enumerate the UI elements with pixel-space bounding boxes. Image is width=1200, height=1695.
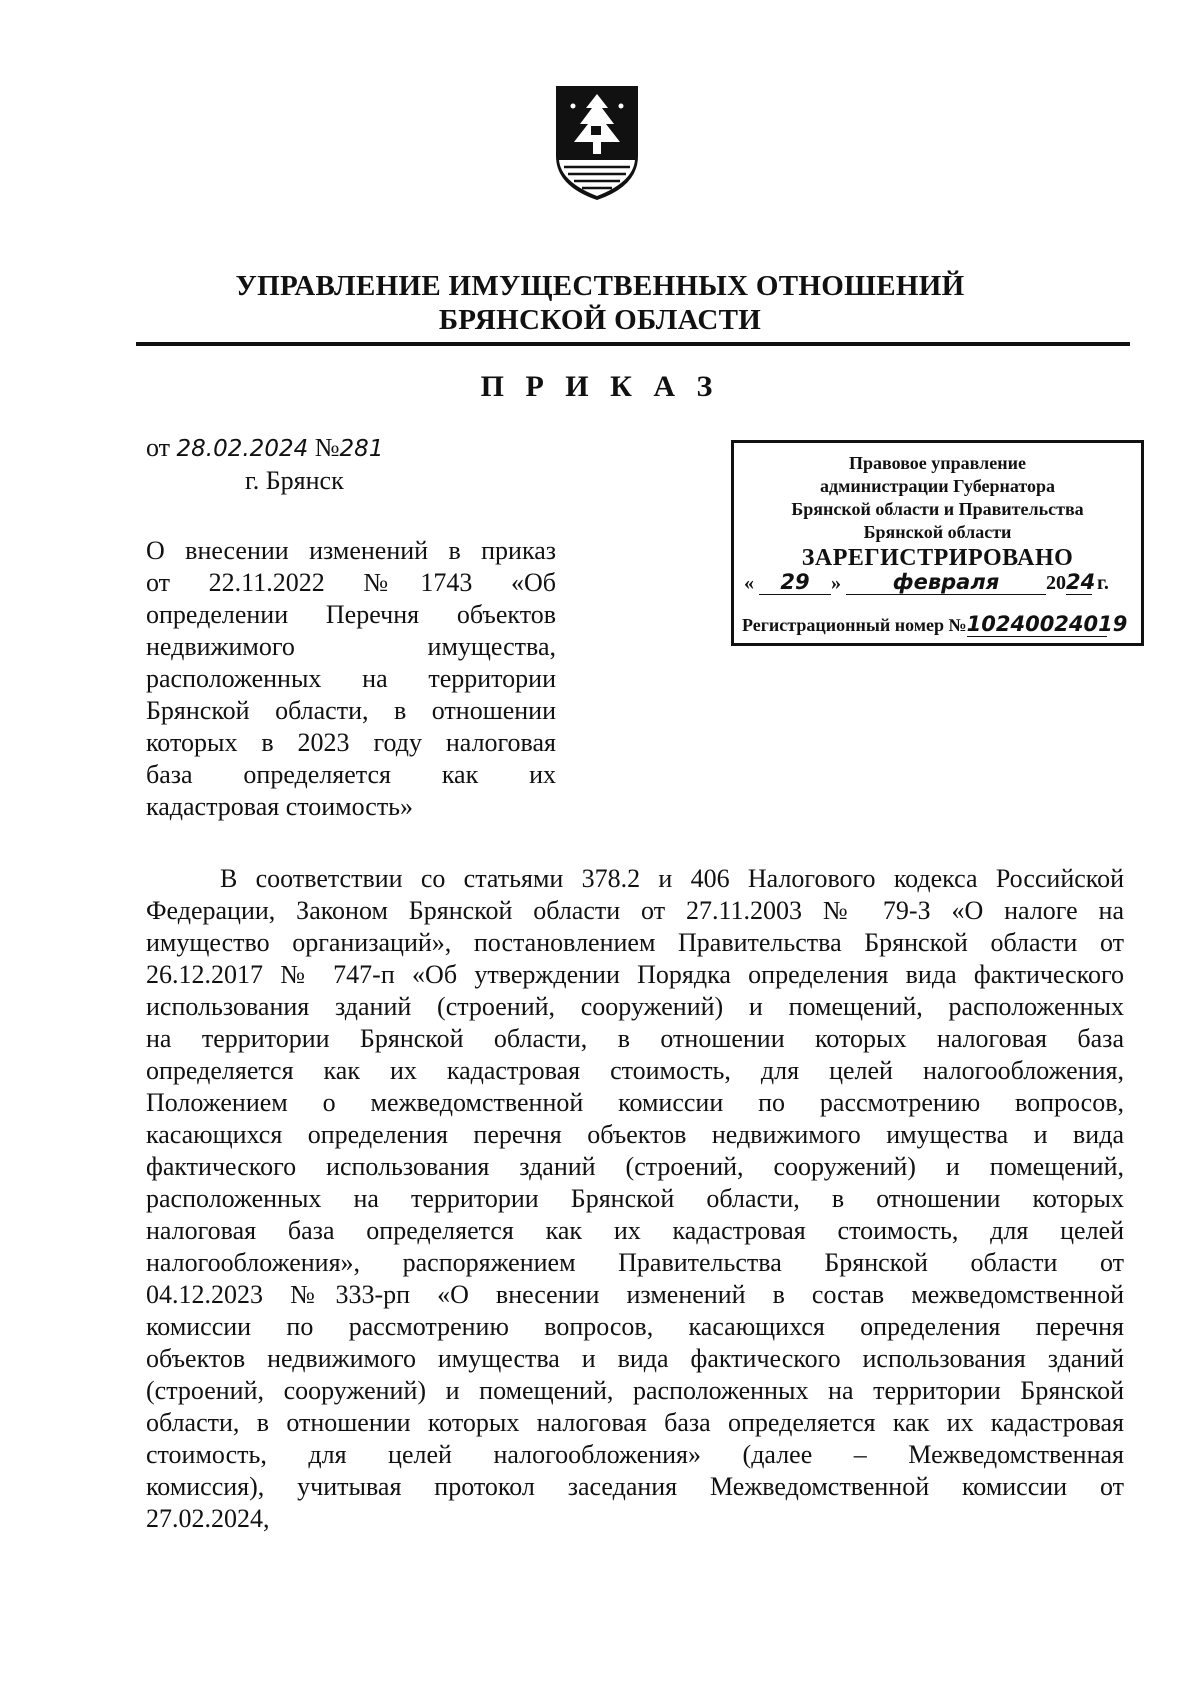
stamp-year-suffix: 24	[1066, 570, 1096, 594]
body-line: использования зданий (строений, сооружений) и помещений, расположенных	[146, 992, 1124, 1021]
body-line: Положением о межведомственной комиссии по рассмотрению вопросов,	[146, 1088, 1124, 1117]
stamp-day-field	[759, 571, 831, 595]
stamp-quote-close: »	[831, 572, 841, 594]
stamp-day: 29	[780, 570, 810, 594]
body-line: касающихся определения перечня объектов недвижимого имущества и вида	[146, 1120, 1124, 1149]
body-line: налогообложения», распоряжением Правительства Брянской области от	[146, 1248, 1124, 1277]
body-line: фактического использования зданий (строений, сооружений) и помещений,	[146, 1152, 1124, 1181]
stamp-date	[744, 571, 1133, 595]
date-prefix: от	[146, 433, 171, 462]
stamp-reg-number: 10240024019	[966, 612, 1128, 636]
body-line: (строений, сооружений) и помещений, расположенных на территории Брянской	[146, 1376, 1124, 1405]
header-title-line-1: УПРАВЛЕНИЕ ИМУЩЕСТВЕННЫХ ОТНОШЕНИЙ	[235, 270, 965, 302]
body-line: Федерации, Законом Брянской области от 27.11.2003 № 79-З «О налоге на	[146, 896, 1124, 925]
body-line: В соответствии со статьями 378.2 и 406 Налогового кодекса Российской	[220, 864, 1124, 893]
stamp-reg-number-field	[966, 612, 1128, 637]
order-subject	[146, 535, 556, 823]
subject-line: база определяется как их	[146, 760, 556, 789]
stamp-year-prefix: 20	[1046, 572, 1066, 594]
stamp-month-field	[846, 571, 1046, 595]
subject-line: кадастровая стоимость»	[146, 792, 414, 821]
stamp-registered: ЗАРЕГИСТРИРОВАНО	[801, 545, 1074, 571]
stamp-reg-label: Регистрационный номер №	[742, 615, 967, 635]
subject-line: от 22.11.2022 №1743 «Об	[146, 568, 556, 597]
body-line: 27.02.2024,	[146, 1504, 270, 1533]
body-line: расположенных на территории Брянской области, в отношении которых	[146, 1184, 1124, 1213]
stamp-line-3: Брянской области и Правительства	[791, 499, 1084, 519]
body-line: 26.12.2017 № 747-п «Об утверждении Порядка определения вида фактического	[146, 960, 1124, 989]
subject-line: недвижимого имущества,	[146, 632, 556, 661]
subject-line: О внесении изменений в приказ	[146, 536, 556, 565]
stamp-quote-open: «	[744, 572, 754, 594]
subject-line: определении Перечня объектов	[146, 600, 556, 629]
order-date-number	[146, 433, 383, 463]
stamp-month: февраля	[892, 570, 1000, 594]
body-line: налоговая база определяется как их кадастровая стоимость, для целей	[146, 1216, 1124, 1245]
stamp-year-field	[1066, 570, 1096, 595]
body-line: на территории Брянской области, в отношении которых налоговая база	[146, 1024, 1124, 1053]
stamp-line-1: Правовое управление	[849, 453, 1026, 473]
body-line: комиссия), учитывая протокол заседания Межведомственной комиссии от	[146, 1472, 1124, 1501]
subject-line: Брянской области, в отношении	[146, 696, 556, 725]
coat-of-arms-emblem	[546, 82, 648, 204]
stamp-line-4: Брянской области	[863, 522, 1012, 542]
subject-line: которых в 2023 году налоговая	[146, 728, 556, 757]
number-prefix: №	[314, 433, 340, 462]
header-divider	[136, 342, 1130, 346]
order-body-paragraph	[146, 863, 1124, 1535]
body-line: стоимость, для целей налогообложения» (далее – Межведомственная	[146, 1440, 1124, 1469]
stamp-year-unit: г.	[1097, 572, 1109, 594]
order-date: 28.02.2024	[176, 436, 309, 462]
body-line: комиссии по рассмотрению вопросов, касающихся определения перечня	[146, 1312, 1124, 1341]
order-city: г. Брянск	[245, 466, 344, 495]
registration-stamp	[731, 440, 1144, 646]
body-line: определяется как их кадастровая стоимость, для целей налогообложения,	[146, 1056, 1124, 1085]
stamp-registration-number	[742, 613, 1137, 637]
body-line: 04.12.2023 №333-рп «О внесении изменений в состав межведомственной	[146, 1280, 1124, 1309]
stamp-line-2: администрации Губернатора	[820, 476, 1055, 496]
subject-line: расположенных на территории	[146, 664, 556, 693]
body-line: объектов недвижимого имущества и вида фактического использования зданий	[146, 1344, 1124, 1373]
order-number: 281	[339, 436, 384, 462]
header-title-line-2: БРЯНСКОЙ ОБЛАСТИ	[438, 304, 762, 336]
document-title: П Р И К А З	[480, 370, 720, 403]
bryansk-coat-of-arms-icon	[546, 82, 648, 204]
body-line: области, в отношении которых налоговая база определяется как их кадастровая	[146, 1408, 1124, 1437]
body-line: имущество организаций», постановлением Правительства Брянской области от	[146, 928, 1124, 957]
